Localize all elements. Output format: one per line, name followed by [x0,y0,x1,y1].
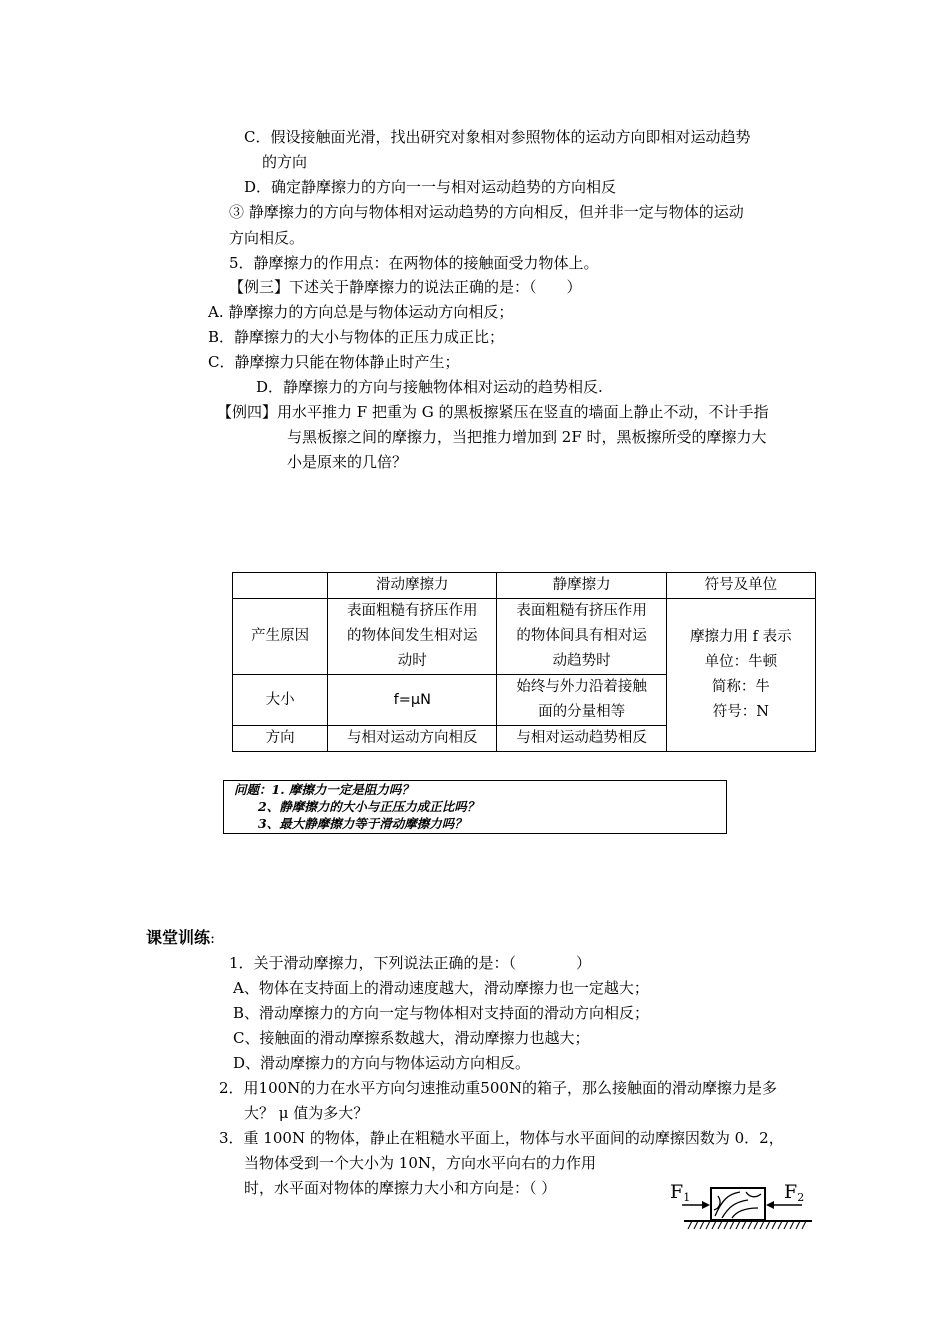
table-header-empty [233,573,328,599]
units-line: 单位：牛顿 [704,654,778,670]
point-5: 5．静摩擦力的作用点：在两物体的接触面受力物体上。 [229,254,599,272]
cause-static-line: 表面粗糙有挤压作用 [516,603,647,619]
force-f2-label: F2 [784,1181,805,1204]
units-cell [666,599,815,752]
example3-question: 【例三】下述关于静摩擦力的说法正确的是：（ ） [229,278,582,296]
row-size-static [497,675,666,726]
question-2: 2、静摩擦力的大小与正压力成正比吗？ [258,799,480,814]
point-3-line1: ③ 静摩擦力的方向与物体相对运动趋势的方向相反，但并非一定与物体的运动 [229,203,744,221]
row-direction-sliding: 与相对运动方向相反 [328,726,497,752]
cause-sliding-line: 表面粗糙有挤压作用 [347,603,478,619]
example3-option-d: D．静摩擦力的方向与接触物体相对运动的趋势相反. [256,378,603,396]
size-static-line: 始终与外力沿着接触 [516,679,647,695]
training-q1-option-b: B、滑动摩擦力的方向一定与物体相对支持面的滑动方向相反； [233,1004,650,1022]
row-direction-label: 方向 [233,726,328,752]
table-row-cause [233,599,816,675]
row-cause-static [497,599,666,675]
row-size-sliding: f=μN [328,675,497,726]
point-3-line2: 方向相反。 [229,229,305,247]
question-1: 问题：1. 摩擦力一定是阻力吗？ [234,782,414,797]
step-c-line2: 的方向 [262,153,308,171]
training-q1: 1．关于滑动摩擦力，下列说法正确的是：（ ） [229,954,592,972]
cause-static-line: 的物体间具有相对运 [516,628,647,644]
cause-static-line: 动趋势时 [552,653,611,669]
training-q3-line3: 时，水平面对物体的摩擦力大小和方向是：（ ） [244,1179,557,1197]
training-q1-option-d: D、滑动摩擦力的方向与物体运动方向相反。 [233,1054,531,1072]
step-d: D．确定静摩擦力的方向一一与相对运动趋势的方向相反 [244,178,617,196]
cause-sliding-line: 动时 [397,653,427,669]
example3-option-b: B．静摩擦力的大小与物体的正压力成正比； [208,328,505,346]
example4-line2: 与黑板擦之间的摩擦力，当把推力增加到 2F 时，黑板擦所受的摩擦力大 [287,428,767,446]
table-header-sliding: 滑动摩擦力 [328,573,497,599]
row-size-label: 大小 [233,675,328,726]
training-q2-line1: 2．用100N的力在水平方向匀速推动重500N的箱子，那么接触面的滑动摩擦力是多 [219,1079,778,1097]
block [711,1188,765,1220]
table-header-units: 符号及单位 [666,573,815,599]
row-direction-static: 与相对运动趋势相反 [497,726,666,752]
training-q3-line1: 3．重 100N 的物体，静止在粗糙水平面上，物体与水平面间的动摩擦因数为 0．2， [219,1129,784,1147]
training-q1-option-c: C、接触面的滑动摩擦系数越大，滑动摩擦力也越大； [233,1029,590,1047]
table-header-row [233,573,816,599]
question-3: 3、最大静摩擦力等于滑动摩擦力吗？ [258,816,467,831]
training-q1-option-a: A、物体在支持面上的滑动速度越大，滑动摩擦力也一定越大； [233,979,649,997]
questions-box [223,780,727,834]
size-static-line: 面的分量相等 [538,704,626,720]
force-diagram [662,1180,822,1244]
units-line: 符号：N [712,704,769,720]
step-c-line1: C．假设接触面光滑，找出研究对象相对参照物体的运动方向即相对运动趋势 [244,128,751,146]
cause-sliding-line: 的物体间发生相对运 [347,628,478,644]
example3-option-a: A. 静摩擦力的方向总是与物体运动方向相反； [208,303,514,321]
example3-option-c: C．静摩擦力只能在物体静止时产生； [208,353,460,371]
training-heading [146,928,215,948]
example4-line3: 小是原来的几倍？ [287,453,408,471]
training-heading-colon: : [210,929,216,947]
table-header-static: 静摩擦力 [497,573,666,599]
force-f1-label: F1 [670,1181,691,1204]
units-line: 简称：牛 [711,679,770,695]
row-cause-label: 产生原因 [233,599,328,675]
training-q2-line2: 大？ μ 值为多大？ [244,1104,369,1122]
friction-comparison-table [232,572,816,752]
row-cause-sliding [328,599,497,675]
units-line: 摩擦力用 f 表示 [690,629,792,645]
ground-surface [684,1221,812,1229]
example4-line1: 【例四】用水平推力 F 把重为 G 的黑板擦紧压在竖直的墙面上静止不动，不计手指 [217,403,769,421]
training-q3-line2: 当物体受到一个大小为 10N，方向水平向右的力作用 [244,1154,596,1172]
training-heading-text: 课堂训练 [146,928,211,947]
